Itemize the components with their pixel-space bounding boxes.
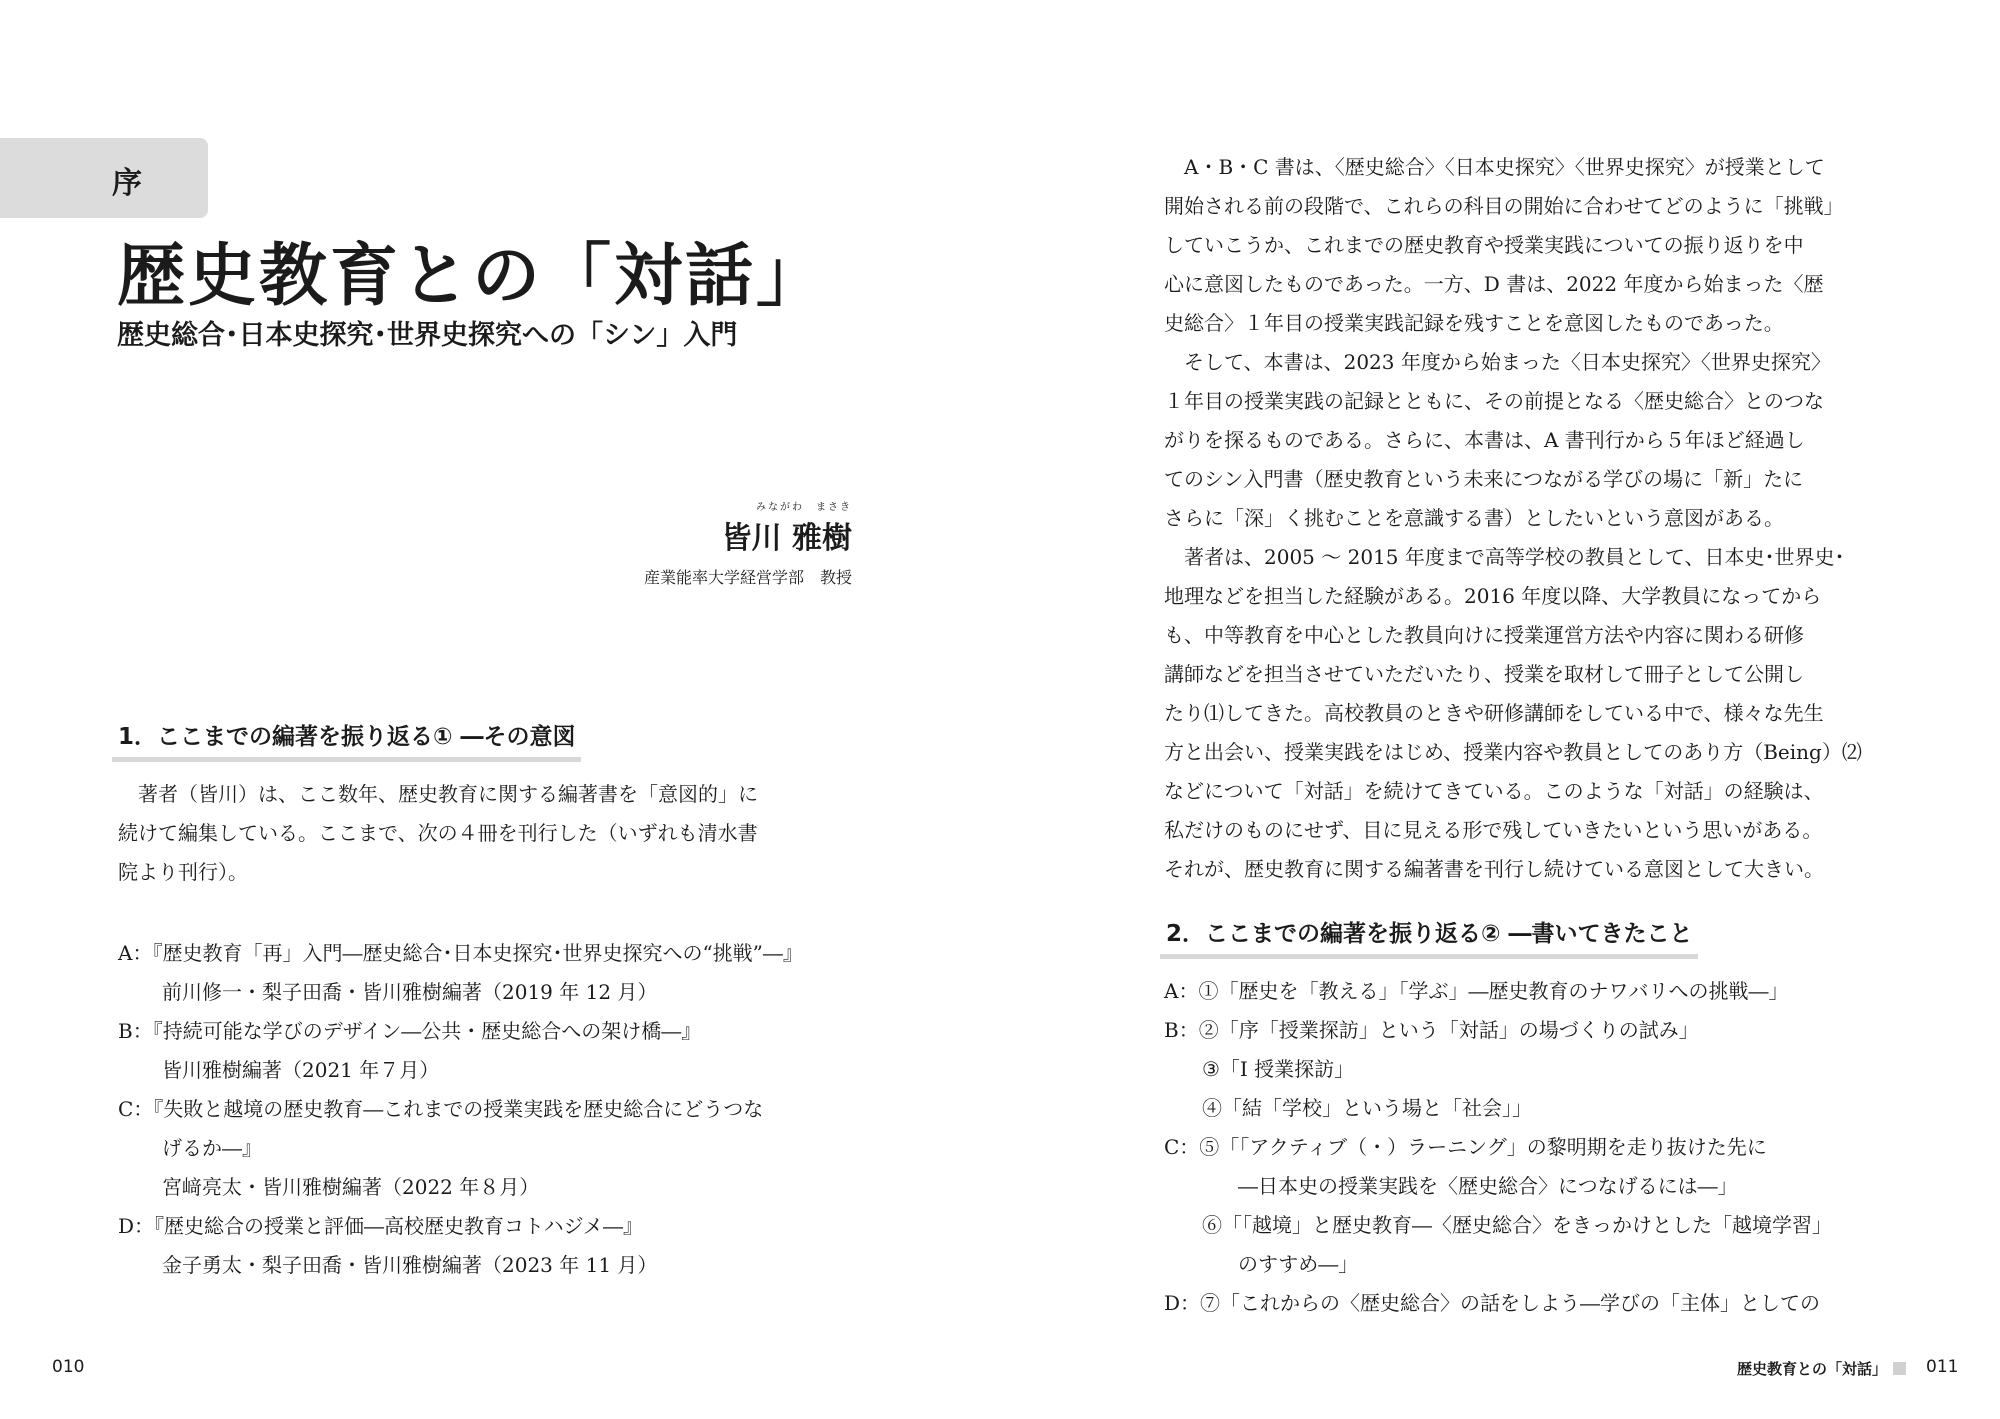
author-name: 皆川 雅樹	[721, 521, 852, 556]
text-line: がりを探るものである。さらに、本書は、A 書刊行から５年ほど経過し	[1164, 428, 1805, 452]
text-line: も、中等教育を中心とした教員向けに授業運営方法や内容に関わる研修	[1164, 623, 1804, 647]
text-line: 講師などを担当させていただいたり、授業を取材して冊子として公開し	[1164, 662, 1804, 686]
intro-paragraph	[118, 775, 860, 892]
list-item: C：⑤「｢アクティブ（・）ラーニング」の黎明期を走り抜けた先に	[1164, 1135, 1767, 1159]
text-line: 私だけのものにせず、目に見える形で残していきたいという思いがある。	[1164, 818, 1823, 842]
body-paragraphs	[1164, 148, 1904, 889]
book-title-c: C：『失敗と越境の歴史教育―これまでの授業実践を歴史総合にどうつな	[118, 1097, 764, 1121]
book-title-a: A：『歴史教育「再」入門―歴史総合･日本史探究･世界史探究への“挑戦”―』	[118, 941, 803, 965]
text-line: 著者（皆川）は、ここ数年、歴史教育に関する編著書を「意図的」に	[118, 782, 758, 806]
section-heading-1: 1．ここまでの編著を振り返る① ―その意図	[112, 718, 581, 762]
chapter-subtitle: 歴史総合･日本史探究･世界史探究への「シン」入門	[117, 320, 738, 351]
list-item: A：①「歴史を「教える」「学ぶ」―歴史教育のナワバリへの挑戦―」	[1164, 979, 1789, 1003]
text-line: １年目の授業実践の記録とともに、その前提となる〈歴史総合〉とのつな	[1164, 389, 1824, 413]
chapter-title: 歴史教育との「対話」	[117, 236, 828, 316]
text-line: さらに「深」く挑むことを意識する書）としたいという意図がある。	[1164, 506, 1784, 530]
author-ruby: みながわ まさき	[756, 502, 852, 513]
book-editors-a: 前川修一・梨子田喬・皆川雅樹編著（2019 年 12 月）	[162, 980, 658, 1004]
text-line: 続けて編集している。ここまで、次の４冊を刊行した（いずれも清水書	[118, 821, 758, 845]
text-line: 開始される前の段階で、これらの科目の開始に合わせてどのように「挑戦」	[1164, 194, 1844, 218]
book-title-c-cont: げるか―』	[162, 1136, 262, 1160]
book-editors-d: 金子勇太・梨子田喬・皆川雅樹編著（2023 年 11 月）	[162, 1253, 658, 1277]
text-line: 著者は、2005 ～ 2015 年度まで高等学校の教員として、日本史･世界史･	[1164, 545, 1845, 569]
book-editors-c: 宮﨑亮太・皆川雅樹編著（2022 年８月）	[162, 1175, 540, 1199]
chapter-list	[1164, 972, 1832, 1323]
running-head-marker	[1893, 1362, 1906, 1375]
page-number-left: 010	[52, 1357, 85, 1377]
section-tab-label: 序	[112, 166, 142, 201]
list-item: ④「結「学校」という場と「社会」」	[1202, 1096, 1532, 1120]
text-line: 史総合〉１年目の授業実践記録を残すことを意図したものであった。	[1164, 311, 1784, 335]
running-head	[1737, 1358, 1906, 1379]
author-affiliation: 産業能率大学経営学部 教授	[643, 568, 852, 587]
text-line: 地理などを担当した経験がある。2016 年度以降、大学教員になってから	[1164, 584, 1822, 608]
book-title-d: D：『歴史総合の授業と評価―高校歴史教育コトハジメ―』	[118, 1214, 644, 1238]
right-page	[1000, 0, 2000, 1419]
text-line: A・B・C 書は、〈歴史総合〉〈日本史探究〉〈世界史探究〉が授業として	[1164, 155, 1825, 179]
author-block	[644, 498, 852, 588]
list-item: ⑥「｢越境」と歴史教育―〈歴史総合〉をきっかけとした「越境学習」	[1202, 1213, 1832, 1237]
text-line: 院より刊行）。	[118, 860, 248, 884]
text-line: たり⑴してきた。高校教員のときや研修講師をしている中で、様々な先生	[1164, 701, 1824, 725]
section-heading-2: 2．ここまでの編著を振り返る② ―書いてきたこと	[1160, 915, 1698, 959]
list-item: のすすめ―」	[1238, 1252, 1359, 1276]
section-tab	[0, 138, 208, 218]
page-number-right: 011	[1926, 1357, 1959, 1377]
book-list	[118, 934, 803, 1285]
text-line: そして、本書は、2023 年度から始まった〈日本史探究〉〈世界史探究〉	[1164, 350, 1831, 374]
text-line: 心に意図したものであった。一方、D 書は、2022 年度から始まった〈歴	[1164, 272, 1824, 296]
list-item: ③「Ⅰ 授業探訪」	[1202, 1057, 1355, 1081]
text-line: それが、歴史教育に関する編著書を刊行し続けている意図として大きい。	[1164, 857, 1824, 881]
list-item: ―日本史の授業実践を〈歴史総合〉につなげるには―」	[1238, 1174, 1738, 1198]
list-item: D：⑦「これからの〈歴史総合〉の話をしよう―学びの「主体」としての	[1164, 1291, 1821, 1315]
book-editors-b: 皆川雅樹編著（2021 年７月）	[162, 1058, 440, 1082]
text-line: 方と出会い、授業実践をはじめ、授業内容や教員としてのあり方（Being）⑵	[1164, 740, 1862, 764]
book-title-b: B：『持続可能な学びのデザイン―公共・歴史総合への架け橋―』	[118, 1019, 702, 1043]
text-line: てのシン入門書（歴史教育という未来につながる学びの場に「新」たに	[1164, 467, 1804, 491]
text-line: などについて「対話」を続けてきている。このような「対話」の経験は、	[1164, 779, 1824, 803]
list-item: B：②「序「授業探訪」という「対話」の場づくりの試み」	[1164, 1018, 1699, 1042]
running-head-text: 歴史教育との「対話」	[1736, 1360, 1887, 1378]
text-line: していこうか、これまでの歴史教育や授業実践についての振り返りを中	[1164, 233, 1804, 257]
